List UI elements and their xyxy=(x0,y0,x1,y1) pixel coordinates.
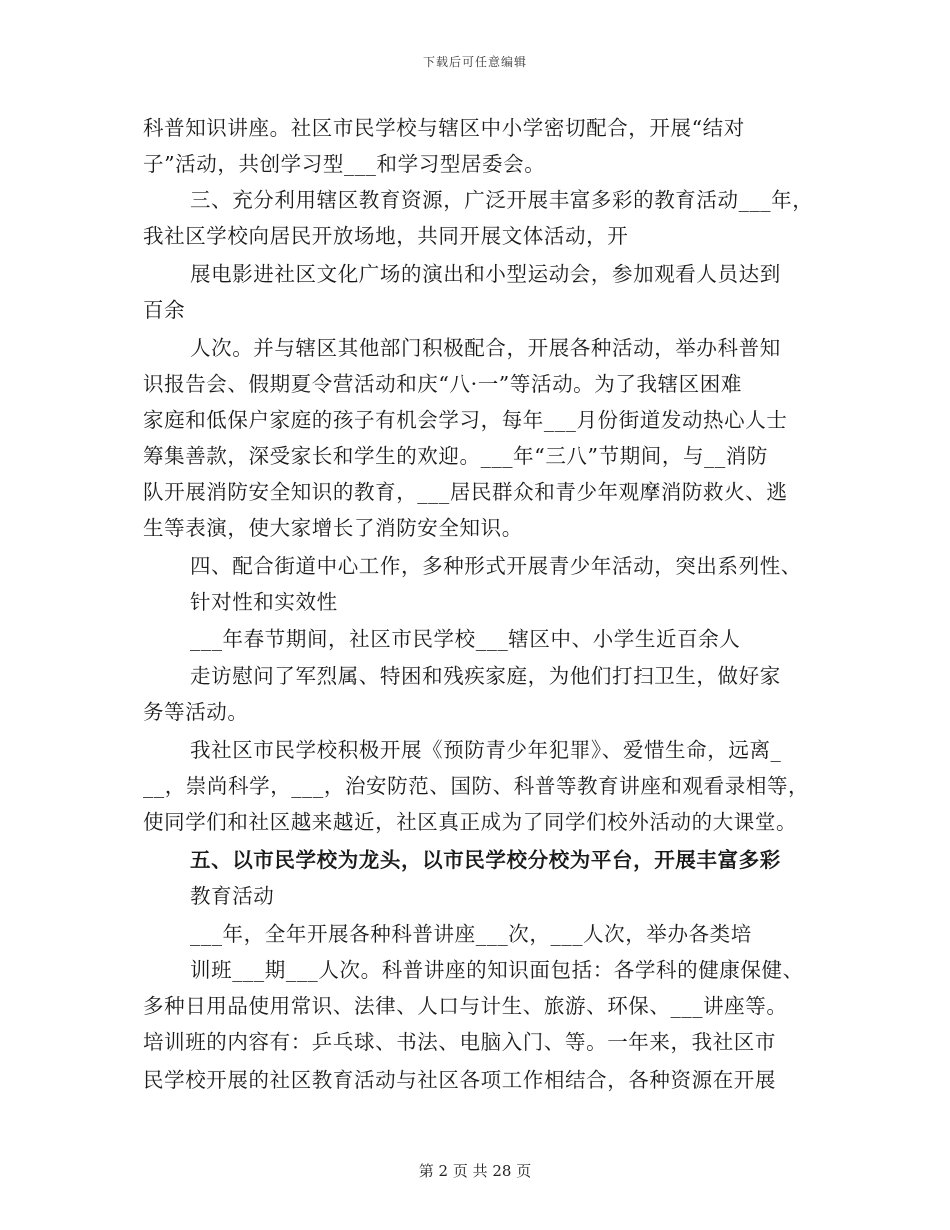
text-line: 教育活动 xyxy=(190,884,275,908)
text-line: 针对性和实效性 xyxy=(190,590,338,614)
text-line: 使同学们和社区越来越近，社区真正成为了同学们校外活动的大课堂。 xyxy=(143,810,798,834)
text-line: 子”活动，共创学习型___和学习型居委会。 xyxy=(143,152,546,176)
text-line: 筹集善款，深受家长和学生的欢迎。___年“三八”节期间，与__消防 xyxy=(143,444,769,468)
text-line: ___年，全年开展各种科普讲座___次，___人次，举办各类培 xyxy=(190,922,752,946)
text-line: 培训班的内容有：乒乓球、书法、电脑入门、等。一年来，我社区市 xyxy=(143,1030,776,1054)
text-line: 务等活动。 xyxy=(143,700,249,724)
text-line: ___年春节期间，社区市民学校___辖区中、小学生近百余人 xyxy=(190,627,741,651)
text-line: 四、配合街道中心工作，多种形式开展青少年活动，突出系列性、 xyxy=(190,554,802,578)
text-line: 队开展消防安全知识的教育，___居民群众和青少年观摩消防救火、逃 xyxy=(143,480,788,504)
text-line: __，崇尚科学，___，治安防范、国防、科普等教育讲座和观看录相等， xyxy=(143,774,810,798)
text-line: 人次。并与辖区其他部门积极配合，开展各种活动，举办科普知 xyxy=(190,336,781,360)
text-line: 科普知识讲座。社区市民学校与辖区中小学密切配合，开展“结对 xyxy=(143,116,745,140)
text-line: 我社区市民学校积极开展《预防青少年犯罪》、爱惜生命，远离_ xyxy=(190,738,782,762)
section-heading: 五、以市民学校为龙头，以市民学校分校为平台，开展丰富多彩 xyxy=(190,848,781,872)
text-line: 生等表演，使大家增长了消防安全知识。 xyxy=(143,516,523,540)
text-line: 展电影进社区文化广场的演出和小型运动会，参加观看人员达到 xyxy=(190,262,781,286)
text-line: 多种日用品使用常识、法律、人口与计生、旅游、环保、___讲座等。 xyxy=(143,994,788,1018)
text-line: 训班___期___人次。科普讲座的知识面包括：各学科的健康保健、 xyxy=(190,958,804,982)
text-line: 民学校开展的社区教育活动与社区各项工作相结合，各种资源在开展 xyxy=(143,1068,776,1092)
text-line: 识报告会、假期夏令营活动和庆“八·一”等活动。为了我辖区困难 xyxy=(143,372,742,396)
text-line: 百余 xyxy=(143,298,186,322)
page-footer: 第 2 页 共 28 页 xyxy=(418,1162,532,1180)
text-line: 家庭和低保户家庭的孩子有机会学习，每年___月份街道发动热心人士 xyxy=(143,408,788,432)
text-line: 我社区学校向居民开放场地，共同开展文体活动，开 xyxy=(143,224,629,248)
text-line: 走访慰问了军烈属、特困和残疾家庭，为他们打扫卫生，做好家 xyxy=(190,664,781,688)
page-header: 下载后可任意编辑 xyxy=(422,55,527,69)
text-line: 三、充分利用辖区教育资源，广泛开展丰富多彩的教育活动___年， xyxy=(190,188,814,212)
